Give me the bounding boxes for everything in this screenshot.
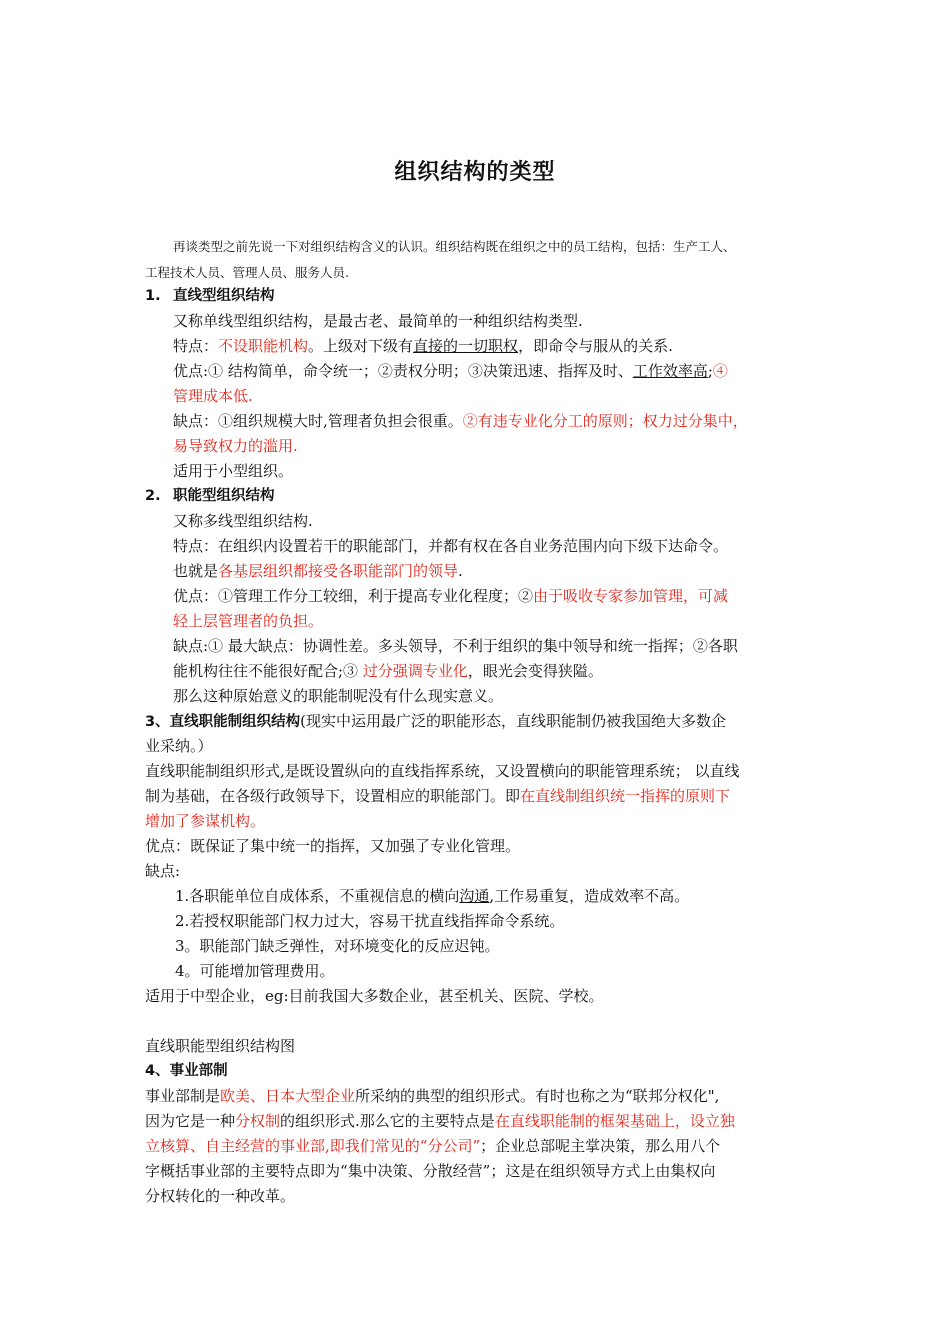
- intro-line-1: 再谈类型之前先说一下对组织结构含义的认识。组织结构既在组织之中的员工结构，包括：生产工人、: [173, 239, 736, 254]
- section-1-advantages-cont: 管理成本低.: [173, 387, 253, 405]
- section-3-disadvantage-3: 3。职能部门缺乏弹性，对环境变化的反应迟钝。: [175, 937, 500, 955]
- section-4-line-2: 因为它是一种分权制的组织形式.那么它的主要特点是在直线职能制的框架基础上，设立独: [145, 1112, 735, 1130]
- section-1-heading: 1. 直线型组织结构: [145, 288, 275, 304]
- section-3-scope: 适用于中型企业，eg:目前我国大多数企业，甚至机关、医院、学校。: [145, 987, 604, 1005]
- section-1-advantages: 优点:① 结构简单，命令统一；②责权分明；③决策迅速、指挥及时、工作效率高;④: [173, 362, 728, 380]
- section-2-advantages-cont: 轻上层管理者的负担。: [173, 612, 324, 630]
- section-3-para-line-2: 制为基础，在各级行政领导下，设置相应的职能部门。即在直线制组织统一指挥的原则下: [145, 787, 731, 805]
- section-2-heading: 2. 职能型组织结构: [145, 488, 275, 504]
- section-1-disadvantages: 缺点：①组织规模大时,管理者负担会很重。②有违专业化分工的原则；权力过分集中，: [173, 412, 748, 430]
- section-3-para-line-1: 直线职能制组织形式,是既设置纵向的直线指挥系统，又设置横向的职能管理系统； 以直线: [145, 762, 740, 780]
- section-3-advantages: 优点：既保证了集中统一的指挥，又加强了专业化管理。: [145, 837, 521, 855]
- intro-paragraph: [145, 234, 815, 286]
- section-2-features-cont: 也就是各基层组织都接受各职能部门的领导.: [173, 562, 463, 580]
- section-2-note: 那么这种原始意义的职能制呢没有什么现实意义。: [173, 687, 504, 705]
- section-4-heading: 4、事业部制: [145, 1063, 228, 1079]
- section-3-disadvantage-1: 1.各职能单位自成体系，不重视信息的横向沟通,工作易重复，造成效率不高。: [175, 887, 690, 905]
- section-3-heading: 3、直线职能制组织结构(现实中运用最广泛的职能形态，直线职能制仍被我国绝大多数企: [145, 712, 726, 730]
- section-1-disadvantages-cont: 易导致权力的滥用.: [173, 437, 298, 455]
- section-2-advantages: 优点：①管理工作分工较细，利于提高专业化程度；②由于吸收专家参加管理，可减: [173, 587, 729, 605]
- section-2-disadvantages-cont: 能机构往往不能很好配合;③ 过分强调专业化，眼光会变得狭隘。: [173, 662, 603, 680]
- section-1-definition: 又称单线型组织结构，是最古老、最简单的一种组织结构类型.: [173, 312, 583, 330]
- section-2-definition: 又称多线型组织结构.: [173, 512, 313, 530]
- section-1-features: 特点：不设职能机构。上级对下级有直接的一切职权，即命令与服从的关系.: [173, 337, 673, 355]
- section-4-line-1: 事业部制是欧美、日本大型企业所采纳的典型的组织形式。有时也称之为“联邦分权化",: [145, 1087, 720, 1105]
- section-4-line-3: 立核算、自主经营的事业部,即我们常见的“分公司”；企业总部呢主掌决策，那么用八个: [145, 1137, 721, 1155]
- page-title: 组织结构的类型: [394, 160, 556, 185]
- section-1-scope: 适用于小型组织。: [173, 462, 294, 480]
- section-4-line-5: 分权转化的一种改革。: [145, 1187, 296, 1205]
- section-3-disadvantages-label: 缺点:: [145, 862, 181, 880]
- section-3-disadvantage-2: 2.若授权职能部门权力过大，容易干扰直线指挥命令系统。: [175, 912, 565, 930]
- section-3-heading-cont: 业采纳。）: [145, 737, 213, 755]
- section-3-figure-caption: 直线职能型组织结构图: [145, 1037, 296, 1055]
- section-2-features: 特点：在组织内设置若干的职能部门，并都有权在各自业务范围内向下级下达命令。: [173, 537, 729, 555]
- section-4-line-4: 字概括事业部的主要特点即为“集中决策、分散经营”；这是在组织领导方式上由集权向: [145, 1162, 716, 1180]
- section-3-para-line-3: 增加了参谋机构。: [145, 812, 266, 830]
- section-3-disadvantage-4: 4。可能增加管理费用。: [175, 962, 335, 980]
- section-2-disadvantages: 缺点:① 最大缺点：协调性差。多头领导，不利于组织的集中领导和统一指挥；②各职: [173, 637, 738, 655]
- intro-line-2: 工程技术人员、管理人员、服务人员.: [145, 265, 349, 280]
